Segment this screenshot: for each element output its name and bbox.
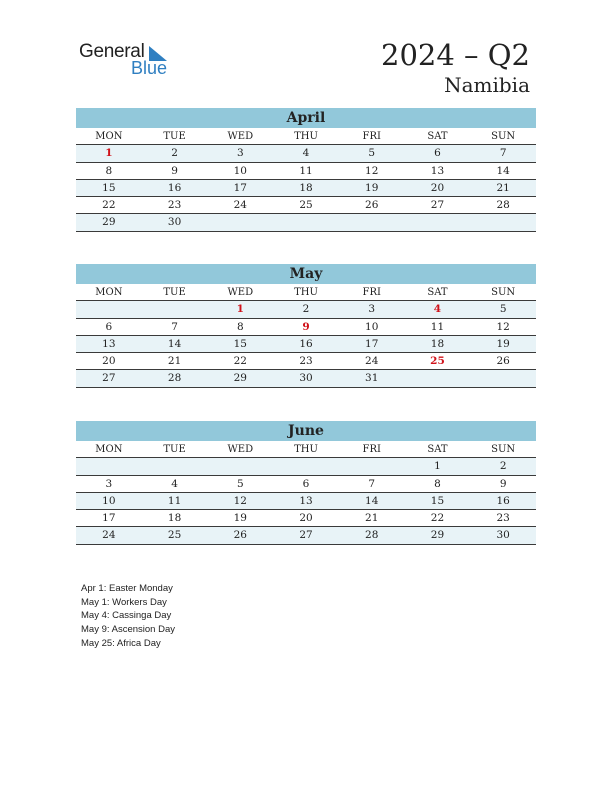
- week-row: [76, 319, 536, 336]
- weekday-label: SAT: [427, 131, 448, 142]
- day-cell: [207, 214, 273, 230]
- weekday-label: WED: [227, 444, 254, 455]
- day-cell: 14: [167, 337, 182, 350]
- weekday-label: WED: [227, 131, 254, 142]
- weekday-header-row: [76, 284, 536, 301]
- day-cell: [76, 458, 142, 474]
- day-cell: 21: [365, 512, 379, 525]
- day-cell: 26: [233, 529, 247, 542]
- weekday-label: TUE: [163, 287, 186, 298]
- day-cell: 3: [105, 477, 113, 490]
- week-row: [76, 180, 536, 197]
- weekday-label: WED: [227, 287, 254, 298]
- day-cell: 13: [430, 164, 445, 177]
- day-cell: 5: [236, 477, 244, 490]
- day-cell: [142, 458, 208, 474]
- day-cell: 8: [434, 477, 441, 490]
- day-cell: 8: [105, 164, 113, 177]
- weekday-label: FRI: [362, 444, 381, 455]
- weekday-label: SUN: [491, 131, 516, 142]
- day-cell: 17: [102, 512, 116, 525]
- day-cell: 17: [365, 337, 379, 350]
- day-cell: 16: [299, 337, 313, 350]
- day-cell: 12: [496, 320, 510, 333]
- week-row: [76, 301, 536, 318]
- weekday-label: MON: [95, 131, 123, 142]
- day-cell: 15: [233, 337, 247, 350]
- weekday-label: SAT: [427, 444, 448, 455]
- day-cell: 3: [236, 147, 244, 160]
- day-cell: 25: [167, 529, 182, 542]
- day-cell: 25: [299, 199, 313, 212]
- week-row: [76, 510, 536, 527]
- day-cell: 20: [430, 181, 445, 194]
- day-cell: 1: [434, 460, 441, 473]
- day-cell: 7: [499, 147, 507, 160]
- day-cell: 10: [102, 494, 116, 507]
- day-cell: 23: [299, 355, 313, 368]
- day-cell: 31: [365, 372, 379, 385]
- day-cell: 24: [365, 355, 379, 368]
- brand-logo: [79, 41, 189, 81]
- day-cell: 29: [233, 372, 247, 385]
- day-cell: 11: [430, 320, 445, 333]
- holiday-list: [81, 582, 175, 650]
- weekday-label: SUN: [491, 444, 516, 455]
- day-cell: 27: [299, 529, 313, 542]
- week-row: [76, 458, 536, 475]
- day-cell: 30: [167, 216, 182, 229]
- day-cell: [339, 214, 405, 230]
- day-cell: [273, 214, 339, 230]
- day-cell: 13: [299, 494, 313, 507]
- day-cell: 28: [496, 199, 510, 212]
- day-cell: [405, 214, 471, 230]
- day-cell: 20: [102, 355, 116, 368]
- week-row: [76, 476, 536, 493]
- day-cell: [207, 458, 273, 474]
- month-may: [76, 264, 536, 388]
- day-cell: 30: [299, 372, 313, 385]
- day-cell: 18: [299, 181, 313, 194]
- day-cell: 5: [499, 303, 507, 316]
- day-cell: 26: [365, 199, 379, 212]
- day-cell: 13: [102, 337, 116, 350]
- day-cell: 6: [105, 320, 113, 333]
- day-cell: 27: [430, 199, 445, 212]
- month-june: [76, 421, 536, 545]
- day-cell: [142, 301, 208, 317]
- holiday-note: May 4: Cassinga Day: [81, 610, 172, 622]
- day-cell: 7: [368, 477, 376, 490]
- day-cell: 6: [434, 147, 441, 160]
- day-cell: 2: [499, 460, 507, 473]
- day-cell: [273, 458, 339, 474]
- holiday-note: May 25: Africa Day: [81, 637, 161, 649]
- day-cell: [339, 458, 405, 474]
- day-cell: 18: [167, 512, 182, 525]
- day-cell: 29: [102, 216, 116, 229]
- day-cell: 12: [233, 494, 247, 507]
- day-cell: 9: [499, 477, 507, 490]
- month-title: May: [76, 264, 536, 284]
- week-row: [76, 197, 536, 214]
- weekday-label: TUE: [163, 131, 186, 142]
- day-cell: 16: [496, 494, 510, 507]
- day-cell: [470, 370, 536, 386]
- day-cell: [470, 214, 536, 230]
- holiday-day-cell: 9: [302, 320, 310, 333]
- day-cell: 12: [365, 164, 379, 177]
- day-cell: 9: [171, 164, 178, 177]
- week-row: [76, 527, 536, 544]
- day-cell: 22: [102, 199, 116, 212]
- holiday-day-cell: 1: [105, 147, 113, 160]
- weekday-header-row: [76, 441, 536, 458]
- day-cell: 20: [299, 512, 313, 525]
- page-title: 2024 – Q2: [381, 38, 530, 72]
- weekday-label: MON: [95, 287, 123, 298]
- day-cell: 10: [365, 320, 379, 333]
- day-cell: 22: [430, 512, 445, 525]
- day-cell: 19: [496, 337, 510, 350]
- week-row: [76, 163, 536, 180]
- day-cell: 7: [171, 320, 178, 333]
- day-cell: 24: [102, 529, 116, 542]
- holiday-day-cell: 1: [236, 303, 244, 316]
- weekday-label: THU: [294, 287, 318, 298]
- day-cell: 19: [365, 181, 379, 194]
- day-cell: 17: [233, 181, 247, 194]
- weekday-label: FRI: [362, 287, 381, 298]
- holiday-note: May 9: Ascension Day: [81, 624, 175, 636]
- week-row: [76, 145, 536, 162]
- weekday-label: THU: [294, 131, 318, 142]
- week-row: [76, 353, 536, 370]
- day-cell: 2: [302, 303, 310, 316]
- holiday-note: Apr 1: Easter Monday: [81, 583, 173, 594]
- brand-word-general: General: [79, 41, 145, 62]
- weekday-label: SAT: [427, 287, 448, 298]
- day-cell: 6: [302, 477, 310, 490]
- day-cell: 21: [167, 355, 182, 368]
- week-row: [76, 214, 536, 231]
- brand-word-blue: Blue: [131, 58, 168, 78]
- day-cell: 11: [167, 494, 182, 507]
- weekday-label: MON: [95, 444, 123, 455]
- day-cell: 29: [430, 529, 445, 542]
- day-cell: 2: [171, 147, 178, 160]
- day-cell: 15: [102, 181, 116, 194]
- holiday-note: May 1: Workers Day: [81, 596, 167, 608]
- day-cell: 4: [171, 477, 178, 490]
- weekday-label: FRI: [362, 131, 381, 142]
- day-cell: 4: [302, 147, 310, 160]
- holiday-day-cell: 25: [430, 355, 445, 368]
- day-cell: 21: [496, 181, 510, 194]
- day-cell: 27: [102, 372, 116, 385]
- day-cell: 15: [430, 494, 445, 507]
- day-cell: 23: [496, 512, 510, 525]
- week-row: [76, 493, 536, 510]
- day-cell: 11: [299, 164, 313, 177]
- day-cell: [76, 301, 142, 317]
- weekday-label: TUE: [163, 444, 186, 455]
- day-cell: 14: [496, 164, 510, 177]
- country-name: Namibia: [444, 73, 530, 97]
- month-title: June: [76, 421, 536, 441]
- day-cell: 5: [368, 147, 376, 160]
- day-cell: 26: [496, 355, 510, 368]
- day-cell: 28: [167, 372, 182, 385]
- day-cell: 18: [430, 337, 445, 350]
- day-cell: 30: [496, 529, 510, 542]
- day-cell: 3: [368, 303, 376, 316]
- holiday-day-cell: 4: [433, 303, 442, 316]
- month-april: [76, 108, 536, 232]
- day-cell: 24: [233, 199, 247, 212]
- day-cell: 22: [233, 355, 247, 368]
- weekday-label: THU: [294, 444, 318, 455]
- week-row: [76, 336, 536, 353]
- day-cell: 28: [365, 529, 379, 542]
- weekday-header-row: [76, 128, 536, 145]
- month-title: April: [76, 108, 536, 128]
- day-cell: 8: [236, 320, 244, 333]
- day-cell: 19: [233, 512, 247, 525]
- weekday-label: SUN: [491, 287, 516, 298]
- day-cell: 23: [167, 199, 182, 212]
- day-cell: 10: [233, 164, 247, 177]
- day-cell: 16: [167, 181, 182, 194]
- day-cell: [405, 370, 471, 386]
- day-cell: 14: [365, 494, 379, 507]
- week-row: [76, 370, 536, 387]
